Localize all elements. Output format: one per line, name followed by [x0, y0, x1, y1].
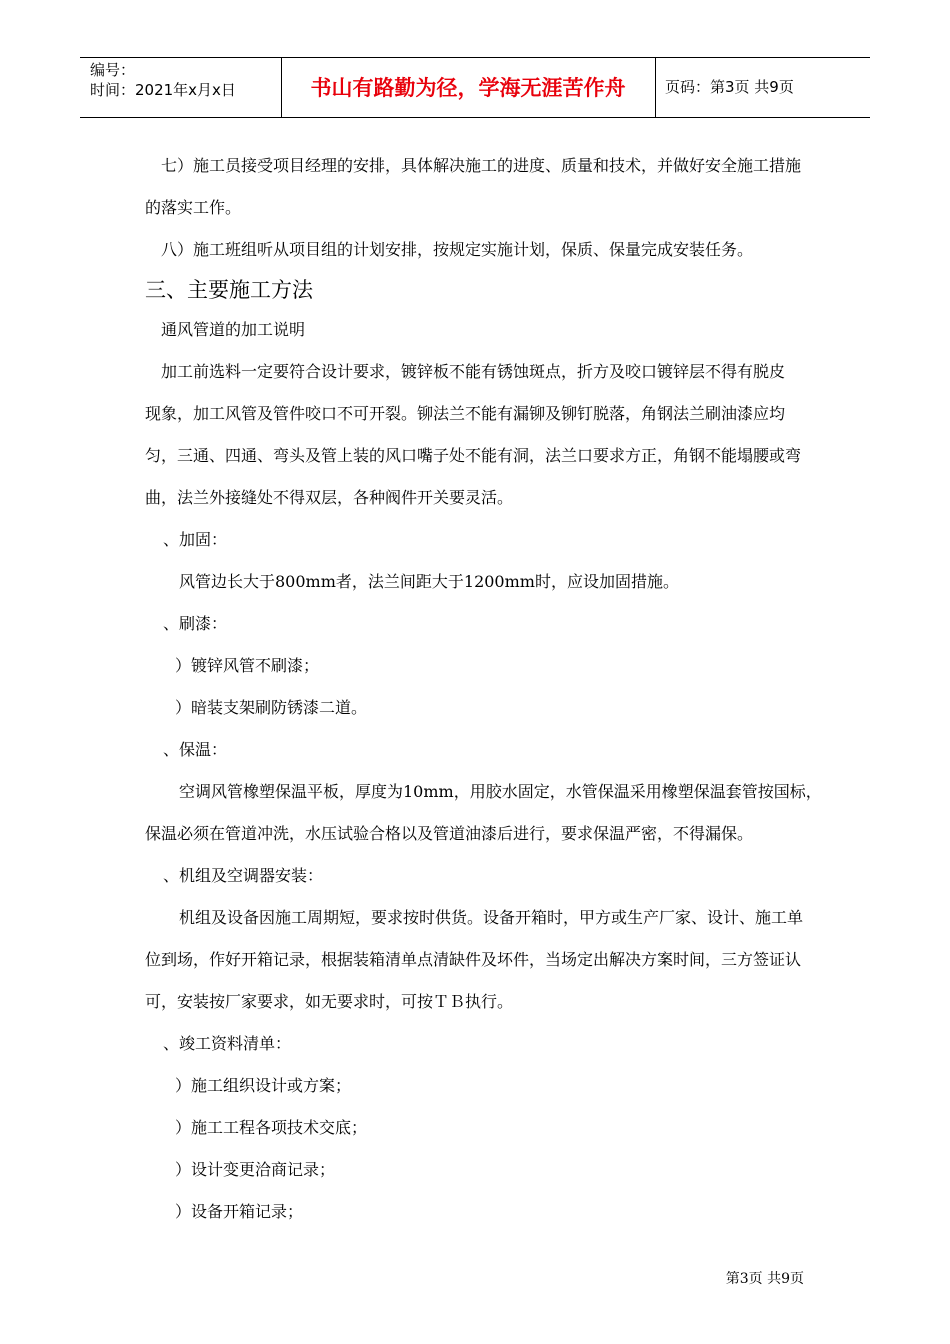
paragraph-7-line-1: 七）施工员接受项目经理的安排，具体解决施工的进度、质量和技术，并做好安全施工措施: [161, 156, 802, 175]
paint-item: ）镀锌风管不刷漆；: [175, 656, 320, 675]
completion-docs-item: ）施工工程各项技术交底；: [175, 1118, 368, 1137]
header-bottom-rule: [80, 117, 870, 118]
insulation-text-line-2: 保温必须在管道冲洗，水压试验合格以及管道油漆后进行，要求保温严密，不得漏保。: [145, 824, 754, 843]
header-motto: 书山有路勤为径，学海无涯苦作舟: [310, 76, 626, 100]
document-body: [145, 145, 825, 1233]
duct-text-line-4: 曲，法兰外接缝处不得双层，各种阀件开关要灵活。: [145, 488, 514, 507]
completion-docs-title: 、竣工资料清单：: [163, 1034, 292, 1053]
unit-install-line-1: 机组及设备因施工周期短，要求按时供货。设备开箱时，甲方或生产厂家、设计、施工单: [179, 908, 804, 927]
document-number-label: 编号：: [90, 61, 136, 79]
insulation-text-line-1: 空调风管橡塑保温平板，厚度为10mm，用胶水固定，水管保温采用橡塑保温套管按国标，: [179, 782, 822, 801]
duct-text-line-2: 现象，加工风管及管件咬口不可开裂。铆法兰不能有漏铆及铆钉脱落，角钢法兰刷油漆应均: [145, 404, 786, 423]
insulation-title: 、保温：: [163, 740, 228, 759]
unit-install-line-2: 位到场，作好开箱记录，根据装箱清单点清缺件及坏件，当场定出解决方案时间，三方签证认: [145, 950, 802, 969]
footer-page-number: 第3页 共9页: [725, 1271, 804, 1287]
paint-item: ）暗装支架刷防锈漆二道。: [175, 698, 368, 717]
duct-text-line-3: 匀，三通、四通、弯头及管上装的风口嘴子处不能有洞，法兰口要求方正，角钢不能塌腰或弯: [145, 446, 802, 465]
completion-docs-item: ）设计变更洽商记录；: [175, 1160, 336, 1179]
duct-processing-title: 通风管道的加工说明: [161, 320, 306, 339]
header-meta: [90, 60, 236, 100]
header-divider-right: [655, 57, 656, 117]
completion-docs-item: ）设备开箱记录；: [175, 1202, 304, 1221]
completion-docs-item: ）施工组织设计或方案；: [175, 1076, 352, 1095]
unit-install-line-3: 可，安装按厂家要求，如无要求时，可按ＴＢ执行。: [145, 992, 514, 1011]
header-divider-left: [281, 57, 282, 117]
unit-install-title: 、机组及空调器安装：: [163, 866, 324, 885]
paragraph-8: 八）施工班组听从项目组的计划安排，按规定实施计划，保质、保量完成安装任务。: [161, 240, 754, 259]
paint-title: 、刷漆：: [163, 614, 228, 633]
paragraph-7-line-2: 的落实工作。: [145, 198, 242, 217]
header-top-rule: [80, 57, 870, 58]
reinforce-title: 、加固：: [163, 530, 228, 549]
header-page-info: 页码：第3页 共9页: [665, 78, 794, 96]
section-title: 三、主要施工方法: [145, 278, 313, 302]
reinforce-text: 风管边长大于800mm者，法兰间距大于1200mm时，应设加固措施。: [179, 572, 679, 591]
document-time-label: 时间：2021年x月x日: [90, 81, 236, 99]
duct-text-line-1: 加工前选料一定要符合设计要求，镀锌板不能有锈蚀斑点，折方及咬口镀锌层不得有脱皮: [161, 362, 786, 381]
